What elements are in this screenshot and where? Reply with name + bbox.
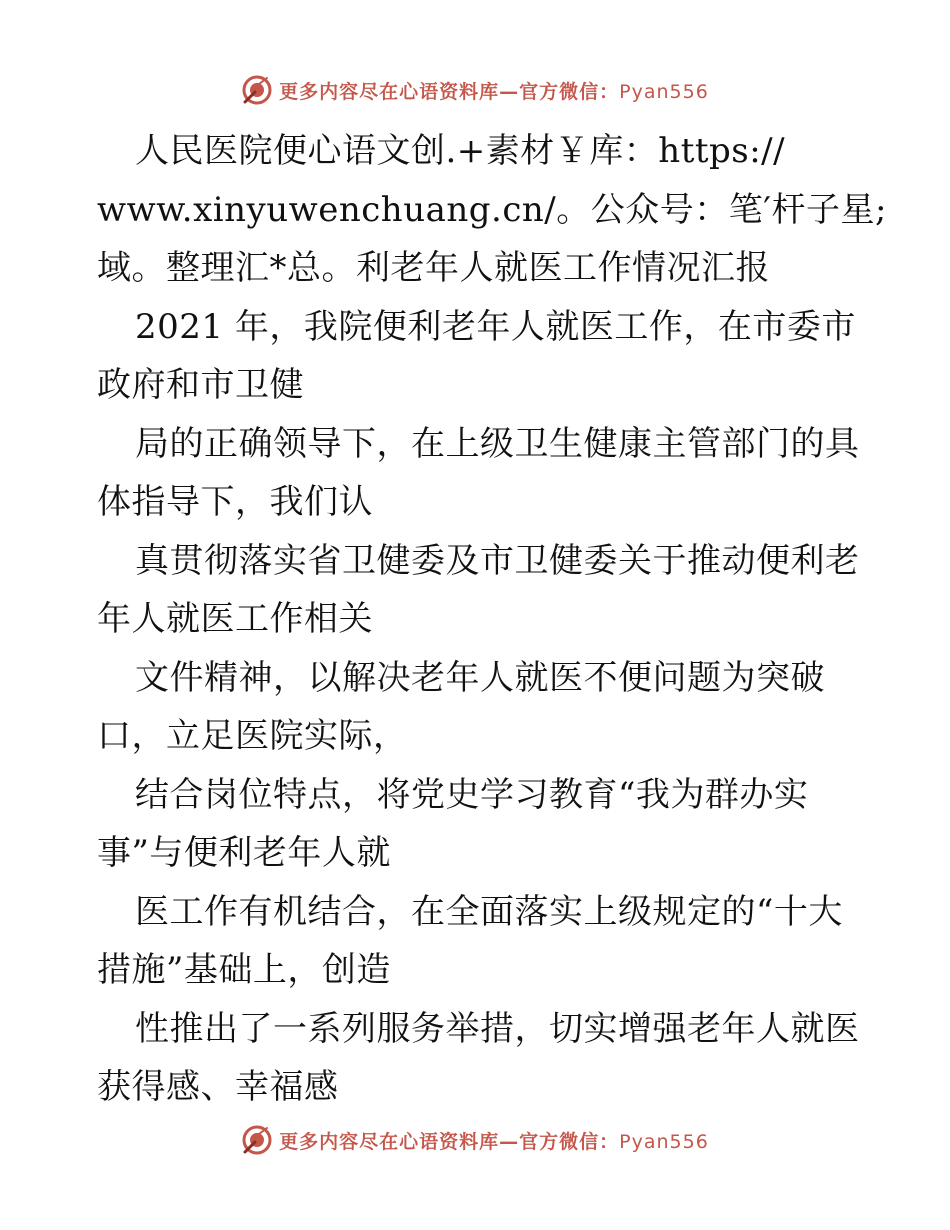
text-line: 政府和市卫健 [97, 365, 304, 405]
header-watermark [0, 70, 950, 110]
watermark-text [279, 77, 709, 104]
text-line: 结合岗位特点，将党史学习教育“我为群办实 [135, 774, 809, 815]
watermark-label: 更多内容尽在心语资料库—官方微信： [279, 80, 620, 103]
document-body [97, 122, 887, 1117]
text-line: 文件精神，以解决老年人就医不便问题为突破 [135, 657, 825, 698]
watermark-text [279, 1127, 709, 1154]
text-line: www.xinyuwenchuang.cn/。公众号：笔′杆子星; [97, 189, 887, 230]
text-line: 口，立足医院实际， [97, 716, 408, 756]
footer-watermark [0, 1120, 950, 1160]
red-seal-pen-logo-icon [241, 74, 273, 106]
text-line: 措施”基础上，创造 [97, 950, 391, 990]
text-line: 真贯彻落实省卫健委及市卫健委关于推动便利老 [135, 540, 860, 581]
text-line: 获得感、幸福感 [97, 1067, 339, 1107]
text-line: 2021 年，我院便利老年人就医工作，在市委市 [135, 306, 856, 347]
text-line: 人民医院便心语文创.+素材￥库：https:// [135, 131, 786, 171]
text-line: 年人就医工作相关 [97, 599, 373, 639]
watermark-label: 更多内容尽在心语资料库—官方微信： [279, 1130, 620, 1153]
watermark-handle: Pyan556 [619, 1130, 709, 1153]
text-line: 性推出了一系列服务举措，切实增强老年人就医 [135, 1008, 860, 1049]
text-line: 域。整理汇*总。利老年人就医工作情况汇报 [97, 248, 770, 288]
text-line: 事”与便利老年人就 [97, 833, 391, 873]
text-line: 体指导下，我们认 [97, 482, 373, 522]
watermark-handle: Pyan556 [619, 80, 709, 103]
red-seal-pen-logo-icon [241, 1124, 273, 1156]
text-line: 医工作有机结合，在全面落实上级规定的“十大 [135, 891, 843, 932]
text-line: 局的正确领导下，在上级卫生健康主管部门的具 [135, 423, 860, 464]
